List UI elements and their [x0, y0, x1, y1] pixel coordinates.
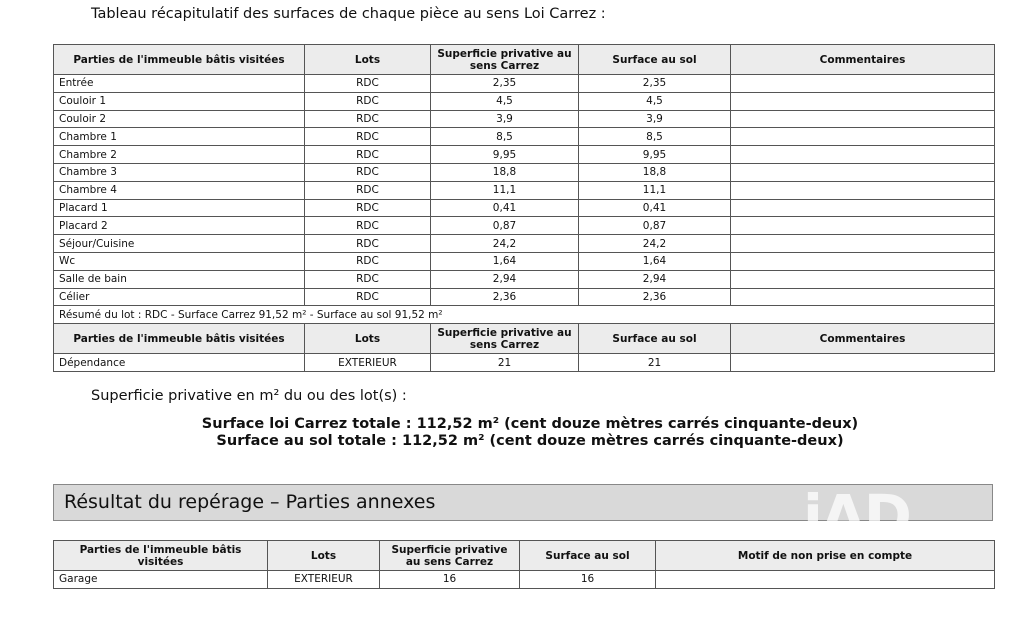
cell-comment	[731, 128, 995, 146]
cell-carrez: 2,94	[431, 270, 579, 288]
table-row	[54, 163, 995, 181]
total-carrez: Surface loi Carrez totale : 112,52 m² (cent douze mètres carrés cinquante-deux)	[201, 416, 859, 432]
header-lots: Lots	[305, 45, 431, 75]
cell-carrez: 24,2	[431, 235, 579, 253]
table-row	[54, 252, 995, 270]
cell-lot: EXTERIEUR	[305, 354, 431, 372]
cell-carrez: 2,35	[431, 75, 579, 93]
cell-lot: RDC	[305, 92, 431, 110]
carrez-table	[53, 44, 995, 372]
cell-room: Entrée	[54, 75, 305, 93]
cell-lot: RDC	[305, 270, 431, 288]
summary-row	[54, 306, 995, 324]
cell-lot: RDC	[305, 199, 431, 217]
cell-lot: RDC	[305, 181, 431, 199]
cell-lot: RDC	[305, 235, 431, 253]
header-sol: Surface au sol	[579, 45, 731, 75]
header-comments: Commentaires	[731, 324, 995, 354]
cell-lot: RDC	[305, 128, 431, 146]
cell-lot: RDC	[305, 75, 431, 93]
cell-room: Chambre 4	[54, 181, 305, 199]
cell-sol: 18,8	[579, 163, 731, 181]
cell-carrez: 9,95	[431, 146, 579, 164]
cell-sol: 1,64	[579, 252, 731, 270]
header-carrez: Superficie privative au sens Carrez	[431, 324, 579, 354]
cell-comment	[731, 354, 995, 372]
cell-carrez: 0,87	[431, 217, 579, 235]
cell-sol: 21	[579, 354, 731, 372]
cell-lot: RDC	[305, 288, 431, 306]
cell-room: Wc	[54, 252, 305, 270]
table-row	[54, 571, 995, 589]
cell-comment	[731, 92, 995, 110]
cell-carrez: 1,64	[431, 252, 579, 270]
cell-sol: 24,2	[579, 235, 731, 253]
cell-sol: 0,87	[579, 217, 731, 235]
cell-carrez: 11,1	[431, 181, 579, 199]
cell-comment	[731, 288, 995, 306]
cell-sol: 2,35	[579, 75, 731, 93]
annex-header-parties: Parties de l'immeuble bâtis visitées	[54, 541, 268, 571]
cell-comment	[731, 199, 995, 217]
cell-carrez: 3,9	[431, 110, 579, 128]
header-parties: Parties de l'immeuble bâtis visitées	[54, 45, 305, 75]
header-carrez: Superficie privative au sens Carrez	[431, 45, 579, 75]
cell-room: Salle de bain	[54, 270, 305, 288]
cell-lot: RDC	[305, 252, 431, 270]
annex-header-lots: Lots	[268, 541, 380, 571]
cell-comment	[731, 110, 995, 128]
cell-carrez: 18,8	[431, 163, 579, 181]
table-row	[54, 235, 995, 253]
table-row	[54, 199, 995, 217]
cell-carrez: 4,5	[431, 92, 579, 110]
cell-carrez: 8,5	[431, 128, 579, 146]
table-row	[54, 146, 995, 164]
summary-cell: Résumé du lot : RDC - Surface Carrez 91,52 m² - Surface au sol 91,52 m²	[54, 306, 995, 324]
annex-header-sol: Surface au sol	[520, 541, 656, 571]
cell-sol: 2,36	[579, 288, 731, 306]
table-row	[54, 181, 995, 199]
cell-comment	[731, 181, 995, 199]
cell-comment	[731, 252, 995, 270]
total-sol: Surface au sol totale : 112,52 m² (cent douze mètres carrés cinquante-deux)	[216, 433, 844, 449]
table-row	[54, 92, 995, 110]
watermark-logo: iAD	[803, 482, 910, 550]
cell-room: Placard 1	[54, 199, 305, 217]
cell-sol: 8,5	[579, 128, 731, 146]
header-sol: Surface au sol	[579, 324, 731, 354]
annex-header-carrez: Superficie privative au sens Carrez	[380, 541, 520, 571]
table-row	[54, 288, 995, 306]
table-row	[54, 128, 995, 146]
intro-text: Tableau récapitulatif des surfaces de chaque pièce au sens Loi Carrez :	[91, 6, 606, 22]
cell-room: Chambre 1	[54, 128, 305, 146]
cell-lot: RDC	[305, 146, 431, 164]
cell-comment	[731, 270, 995, 288]
cell-sol: 0,41	[579, 199, 731, 217]
cell-sol: 2,94	[579, 270, 731, 288]
cell-room: Couloir 2	[54, 110, 305, 128]
section-title: Résultat du repérage – Parties annexes	[53, 484, 993, 521]
cell-room: Célier	[54, 288, 305, 306]
cell-lot: RDC	[305, 110, 431, 128]
header-comments: Commentaires	[731, 45, 995, 75]
cell-carrez: 16	[380, 571, 520, 589]
annex-header-motif: Motif de non prise en compte	[656, 541, 995, 571]
cell-room: Chambre 3	[54, 163, 305, 181]
superficie-label: Superficie privative en m² du ou des lot(s) :	[91, 388, 407, 404]
cell-comment	[731, 235, 995, 253]
table-row	[54, 270, 995, 288]
cell-room: Dépendance	[54, 354, 305, 372]
cell-carrez: 0,41	[431, 199, 579, 217]
cell-carrez: 2,36	[431, 288, 579, 306]
cell-lot: RDC	[305, 217, 431, 235]
annex-header-row	[54, 541, 995, 571]
cell-motif	[656, 571, 995, 589]
cell-room: Chambre 2	[54, 146, 305, 164]
cell-room: Séjour/Cuisine	[54, 235, 305, 253]
header-lots: Lots	[305, 324, 431, 354]
table-row	[54, 217, 995, 235]
cell-room: Couloir 1	[54, 92, 305, 110]
cell-room: Garage	[54, 571, 268, 589]
cell-comment	[731, 163, 995, 181]
cell-comment	[731, 217, 995, 235]
cell-lot: RDC	[305, 163, 431, 181]
table-header-row	[54, 45, 995, 75]
cell-carrez: 21	[431, 354, 579, 372]
cell-lot: EXTERIEUR	[268, 571, 380, 589]
annex-table	[53, 540, 995, 589]
cell-room: Placard 2	[54, 217, 305, 235]
cell-sol: 16	[520, 571, 656, 589]
cell-sol: 4,5	[579, 92, 731, 110]
table-row	[54, 75, 995, 93]
table-row	[54, 354, 995, 372]
cell-sol: 9,95	[579, 146, 731, 164]
cell-comment	[731, 146, 995, 164]
cell-sol: 3,9	[579, 110, 731, 128]
cell-comment	[731, 75, 995, 93]
table-row	[54, 110, 995, 128]
table-header-row-2	[54, 324, 995, 354]
cell-sol: 11,1	[579, 181, 731, 199]
header-parties: Parties de l'immeuble bâtis visitées	[54, 324, 305, 354]
